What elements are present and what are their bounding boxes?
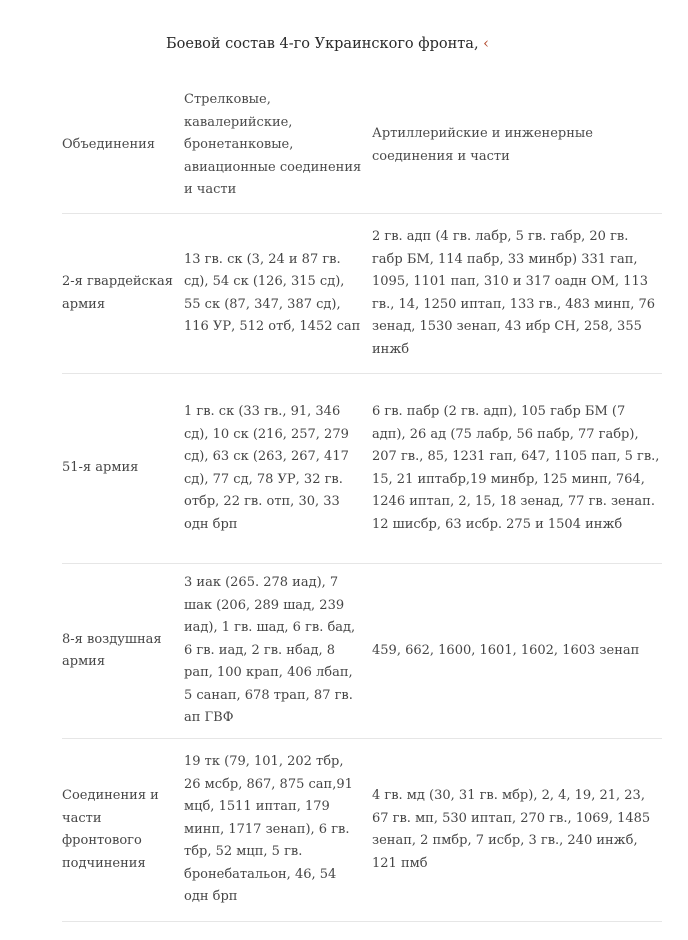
cell-formation: 2-я гвардейская армия <box>62 214 184 374</box>
table-header-row <box>62 78 662 214</box>
header-rifle-units: Стрелковые, кавалерийские, бронетанковые, авиационные соединения и части <box>184 78 372 214</box>
cell-artillery-units: 6 гв. пабр (2 гв. адп), 105 габр БМ (7 адп), 26 ад (75 лабр, 56 пабр, 77 габр), 207 гв., 85, 1231 гап, 647, 1105 пап, 5 гв., 15, 21 иптабр,19 минбр, 125 минп, 764, 1246 иптап, 2, 15, 18 зенад, 77 гв. зенап. 12 шисбр, 63 исбр. 275 и 1504 инжб <box>372 374 662 564</box>
caption-trail: ‹ <box>483 36 489 52</box>
table-row <box>62 564 662 739</box>
cell-formation: Соединения и части фронтового подчинения <box>62 739 184 922</box>
caption-text: Боевой состав 4-го Украинского фронта, <box>166 36 479 52</box>
header-formations: Объединения <box>62 78 184 214</box>
cell-formation: 8-я воздушная армия <box>62 564 184 739</box>
combat-composition-table <box>62 78 662 922</box>
table-row <box>62 374 662 564</box>
table-row <box>62 214 662 374</box>
cell-artillery-units: 459, 662, 1600, 1601, 1602, 1603 зенап <box>372 564 662 739</box>
cell-rifle-units: 1 гв. ск (33 гв., 91, 346 сд), 10 ск (216, 257, 279 сд), 63 ск (263, 267, 417 сд), 77 сд, 78 УР, 32 гв. отбр, 22 гв. отп, 30, 33 одн брп <box>184 374 372 564</box>
cell-formation: 51-я армия <box>62 374 184 564</box>
header-artillery-units: Артиллерийские и инженерные соединения и части <box>372 78 662 214</box>
table-caption <box>166 36 488 52</box>
cell-rifle-units: 13 гв. ск (3, 24 и 87 гв. сд), 54 ск (126, 315 сд), 55 ск (87, 347, 387 сд), 116 УР, 512 отб, 1452 сап <box>184 214 372 374</box>
cell-rifle-units: 3 иак (265. 278 иад), 7 шак (206, 289 шад, 239 иад), 1 гв. шад, 6 гв. бад, 6 гв. иад, 2 гв. нбад, 8 рап, 100 крап, 406 лбап, 5 санап, 678 трап, 87 гв. ап ГВФ <box>184 564 372 739</box>
cell-artillery-units: 4 гв. мд (30, 31 гв. мбр), 2, 4, 19, 21, 23, 67 гв. мп, 530 иптап, 270 гв., 1069, 1485 зенап, 2 пмбр, 7 исбр, 3 гв., 240 инжб, 121 пмб <box>372 739 662 922</box>
table-row <box>62 739 662 922</box>
cell-rifle-units: 19 тк (79, 101, 202 тбр, 26 мсбр, 867, 875 сап,91 мцб, 1511 иптап, 179 минп, 1717 зенап), 6 гв. тбр, 52 мцп, 5 гв. бронебатальон, 46, 54 одн брп <box>184 739 372 922</box>
cell-artillery-units: 2 гв. адп (4 гв. лабр, 5 гв. габр, 20 гв. габр БМ, 114 пабр, 33 минбр) 331 гап, 1095, 1101 пап, 310 и 317 оадн ОМ, 113 гв., 14, 1250 иптап, 133 гв., 483 минп, 76 зенад, 1530 зенап, 43 ибр СН, 258, 355 инжб <box>372 214 662 374</box>
